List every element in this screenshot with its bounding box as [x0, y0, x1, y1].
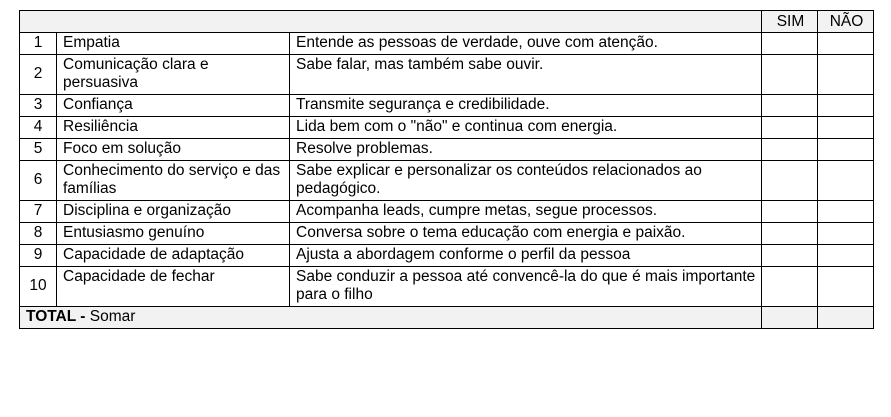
table-row	[20, 139, 874, 161]
sim-checkbox-cell[interactable]	[762, 95, 818, 117]
skill-description: Resolve problemas.	[290, 139, 762, 161]
sim-checkbox-cell[interactable]	[762, 139, 818, 161]
skill-name: Disciplina e organização	[57, 201, 290, 223]
skill-name: Resiliência	[57, 117, 290, 139]
header-sim: SIM	[762, 11, 818, 33]
sim-checkbox-cell[interactable]	[762, 267, 818, 307]
total-cell	[20, 307, 762, 329]
skill-description: Ajusta a abordagem conforme o perfil da pessoa	[290, 245, 762, 267]
sim-checkbox-cell[interactable]	[762, 161, 818, 201]
table-row	[20, 95, 874, 117]
table-row	[20, 55, 874, 95]
nao-checkbox-cell[interactable]	[818, 139, 874, 161]
nao-checkbox-cell[interactable]	[818, 267, 874, 307]
table-row	[20, 117, 874, 139]
sim-checkbox-cell[interactable]	[762, 55, 818, 95]
total-label: TOTAL -	[26, 308, 86, 325]
row-number: 2	[20, 55, 57, 95]
skill-name: Confiança	[57, 95, 290, 117]
sim-checkbox-cell[interactable]	[762, 223, 818, 245]
table-row	[20, 245, 874, 267]
nao-checkbox-cell[interactable]	[818, 223, 874, 245]
row-number: 1	[20, 33, 57, 55]
nao-checkbox-cell[interactable]	[818, 33, 874, 55]
row-number: 6	[20, 161, 57, 201]
row-number: 3	[20, 95, 57, 117]
sim-checkbox-cell[interactable]	[762, 201, 818, 223]
skill-description: Conversa sobre o tema educação com energia e paixão.	[290, 223, 762, 245]
table-row	[20, 223, 874, 245]
table-row	[20, 267, 874, 307]
skill-name: Empatia	[57, 33, 290, 55]
skill-description: Sabe conduzir a pessoa até convencê-la do que é mais importante para o filho	[290, 267, 762, 307]
header-row	[20, 11, 874, 33]
row-number: 7	[20, 201, 57, 223]
nao-checkbox-cell[interactable]	[818, 55, 874, 95]
row-number: 5	[20, 139, 57, 161]
skill-description: Sabe falar, mas também sabe ouvir.	[290, 55, 762, 95]
skill-name: Foco em solução	[57, 139, 290, 161]
skill-name: Capacidade de fechar	[57, 267, 290, 307]
total-nao-cell[interactable]	[818, 307, 874, 329]
nao-checkbox-cell[interactable]	[818, 95, 874, 117]
sim-checkbox-cell[interactable]	[762, 117, 818, 139]
nao-checkbox-cell[interactable]	[818, 201, 874, 223]
total-row	[20, 307, 874, 329]
total-hint: Somar	[89, 308, 136, 325]
total-sim-cell[interactable]	[762, 307, 818, 329]
checklist-wrapper	[19, 10, 874, 329]
nao-checkbox-cell[interactable]	[818, 245, 874, 267]
skill-name: Capacidade de adaptação	[57, 245, 290, 267]
table-row	[20, 33, 874, 55]
row-number: 10	[20, 267, 57, 307]
skills-checklist-table	[19, 10, 874, 329]
table-row	[20, 161, 874, 201]
skill-name: Conhecimento do serviço e das famílias	[57, 161, 290, 201]
row-number: 8	[20, 223, 57, 245]
header-nao: NÃO	[818, 11, 874, 33]
skill-description: Entende as pessoas de verdade, ouve com atenção.	[290, 33, 762, 55]
skill-description: Lida bem com o "não" e continua com energia.	[290, 117, 762, 139]
skill-description: Acompanha leads, cumpre metas, segue processos.	[290, 201, 762, 223]
skill-description: Sabe explicar e personalizar os conteúdos relacionados ao pedagógico.	[290, 161, 762, 201]
skill-name: Comunicação clara e persuasiva	[57, 55, 290, 95]
nao-checkbox-cell[interactable]	[818, 161, 874, 201]
row-number: 4	[20, 117, 57, 139]
table-row	[20, 201, 874, 223]
sim-checkbox-cell[interactable]	[762, 33, 818, 55]
skill-name: Entusiasmo genuíno	[57, 223, 290, 245]
row-number: 9	[20, 245, 57, 267]
sim-checkbox-cell[interactable]	[762, 245, 818, 267]
header-blank-cell	[20, 11, 762, 33]
skill-description: Transmite segurança e credibilidade.	[290, 95, 762, 117]
nao-checkbox-cell[interactable]	[818, 117, 874, 139]
